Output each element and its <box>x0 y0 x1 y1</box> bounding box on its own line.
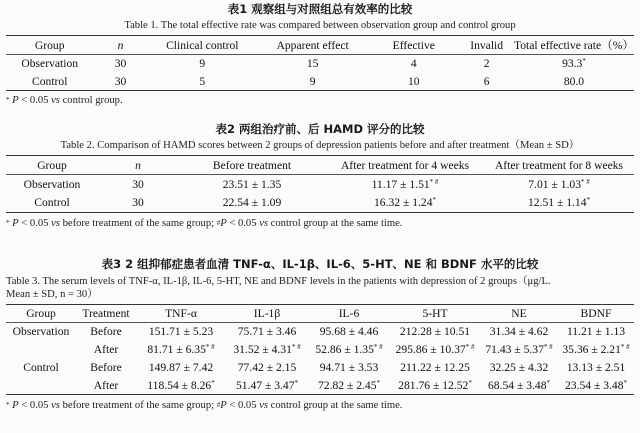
significance-mark: * # <box>543 343 553 351</box>
footnote-p: P <box>12 95 19 106</box>
table-row <box>6 359 634 377</box>
footnote-text: < 0.05 <box>226 218 260 229</box>
table1-col-n: n <box>117 38 124 52</box>
footnote-tail: before treatment of the same group; <box>59 400 217 411</box>
table3-value: 211.22 ± 12.25 <box>400 361 470 374</box>
table3-value: 94.71 ± 3.53 <box>319 361 379 374</box>
table3-cell-tnf <box>136 359 226 377</box>
table2-cn-title: 表2 两组治疗前、后 HAMD 评分的比较 <box>215 122 425 136</box>
footnote-text: < 0.05 <box>18 400 52 411</box>
table2-footnote <box>0 217 640 230</box>
footnote-symbol: * <box>6 401 10 409</box>
significance-mark: * # <box>291 343 301 351</box>
table3-cell-treatment: After <box>93 378 119 392</box>
table3-cell-il1b <box>226 377 308 395</box>
footnote-text: < 0.05 <box>18 95 52 106</box>
footnote-p: P <box>220 218 227 229</box>
table1-cell-total <box>514 73 634 91</box>
table1-section <box>0 3 640 107</box>
table3-header-row <box>6 305 634 323</box>
table1-col-apparent: Apparent effect <box>276 38 349 52</box>
footnote-p: P <box>220 400 227 411</box>
table3-value: 281.76 ± 12.52 <box>398 378 469 392</box>
table3-value: 32.25 ± 4.32 <box>489 361 549 374</box>
footnote-vs: vs <box>51 218 60 229</box>
table1-cell-effective: 4 <box>410 57 417 71</box>
table3 <box>6 304 634 395</box>
table3-cell-il1b <box>226 341 308 359</box>
footnote-p: P <box>12 400 19 411</box>
table3-value: 35.36 ± 2.21 <box>562 343 621 356</box>
table3-col-tnf: TNF-α <box>165 307 197 320</box>
footnote-symbol: * <box>6 219 10 227</box>
table1-cell-apparent: 15 <box>306 57 319 71</box>
footnote-vs: vs <box>51 400 60 411</box>
significance-mark: * <box>586 196 591 205</box>
table2-week8-value: 12.51 ± 1.14 <box>527 196 587 210</box>
table1 <box>6 35 634 91</box>
significance-mark: * # <box>581 177 590 186</box>
table2-col-group: Group <box>37 158 67 172</box>
table1-cell-n: 30 <box>114 57 127 71</box>
significance-mark: * # <box>373 343 383 351</box>
table1-cell-effective: 10 <box>408 74 420 88</box>
significance-mark: * # <box>620 343 630 351</box>
table3-col-il6: IL-6 <box>338 307 360 320</box>
table3-footnote <box>0 399 640 412</box>
table1-en-title: Table 1. The total effective rate was compared between observation group and control group <box>124 20 516 31</box>
table2-cell-n: 30 <box>132 196 144 210</box>
significance-mark: * # <box>429 177 439 186</box>
significance-mark: * <box>376 378 381 387</box>
significance-mark: * <box>211 378 215 387</box>
table3-value: 118.54 ± 8.26 <box>147 378 212 392</box>
table3-cell-bdnf <box>558 341 634 359</box>
table3-cell-ne <box>480 377 558 395</box>
table1-header-row <box>6 36 634 55</box>
significance-mark: * <box>468 378 472 387</box>
footnote-text: < 0.05 <box>226 400 260 411</box>
table1-cell-total <box>514 55 634 73</box>
table2-cell-before: 23.51 ± 1.35 <box>222 177 282 191</box>
table3-cell-ne <box>480 359 558 377</box>
table-row <box>6 377 634 395</box>
table2-week8-value: 7.01 ± 1.03 <box>528 177 581 191</box>
footnote-tail: control group. <box>59 95 123 106</box>
table3-cell-bdnf <box>558 359 634 377</box>
footnote-symbol: * <box>6 96 10 104</box>
table1-total-value: 80.0 <box>563 74 585 88</box>
table1-cn-title: 表1 观察组与对照组总有效率的比较 <box>227 2 413 16</box>
table3-value: 31.34 ± 4.62 <box>489 325 549 339</box>
table3-value: 31.52 ± 4.31 <box>233 343 292 356</box>
table3-en-title-line2: Mean ± SD, n = 30） <box>6 289 98 300</box>
table3-value: 13.13 ± 2.51 <box>566 361 626 374</box>
table2-cell-n: 30 <box>132 177 144 191</box>
table1-cell-invalid: 2 <box>483 57 490 71</box>
table2-cell-group: Observation <box>23 177 81 191</box>
footnote-p: P <box>12 218 19 229</box>
footnote-vs: vs <box>51 95 60 106</box>
table2-cell-week8 <box>484 175 634 194</box>
table1-cell-group: Observation <box>21 57 79 71</box>
table-row <box>6 194 634 213</box>
table3-value: 295.86 ± 10.37 <box>395 343 466 356</box>
footnote-vs: vs <box>259 218 269 229</box>
table3-cell-treatment: Before <box>90 325 122 339</box>
table1-cell-n: 30 <box>114 74 127 88</box>
table2-cell-before: 22.54 ± 1.09 <box>222 196 282 210</box>
significance-mark: * <box>546 378 551 387</box>
table3-value: 72.82 ± 2.45 <box>317 378 377 392</box>
table2-header-row <box>6 156 634 175</box>
significance-mark: * <box>432 196 437 205</box>
table3-cell-ne <box>480 341 558 359</box>
table3-cell-tnf <box>136 377 226 395</box>
table3-cell-il6 <box>308 377 390 395</box>
table3-value: 52.86 ± 1.35 <box>315 343 374 356</box>
table1-cell-group: Control <box>32 74 68 88</box>
table1-cell-clinical: 5 <box>199 74 206 88</box>
table3-value: 81.71 ± 6.35 <box>147 343 206 356</box>
table1-total-value: 93.3 <box>562 57 583 71</box>
table3-en-title-line1: Table 3. The serum levels of TNF-α, IL-1β, IL-6, 5-HT, NE and BDNF levels in the patients with depression of 2 groups（μg/L. <box>6 276 551 287</box>
table3-col-group: Group <box>26 307 56 320</box>
table1-col-effective: Effective <box>392 38 435 52</box>
table-row <box>6 175 634 194</box>
table3-cell-bdnf <box>558 323 634 341</box>
table-row <box>6 55 634 73</box>
table3-cell-il6 <box>308 323 390 341</box>
table3-cell-group: Observation <box>12 325 70 339</box>
table3-cell-il6 <box>308 341 390 359</box>
table2-col-week4: After treatment for 4 weeks <box>340 158 470 172</box>
significance-mark: * <box>294 378 299 387</box>
table-row <box>6 73 634 91</box>
footnote-symbol: # <box>216 401 221 409</box>
table2-week4-value: 11.17 ± 1.51 <box>371 177 430 191</box>
table3-value: 68.54 ± 3.48 <box>487 378 547 392</box>
significance-mark: * # <box>465 343 475 351</box>
table2-cell-week8 <box>484 194 634 213</box>
table3-col-il1b: IL-1β <box>253 307 281 320</box>
table3-cell-il1b <box>226 359 308 377</box>
table3-value: 51.47 ± 3.47 <box>235 378 295 392</box>
table3-col-ne: NE <box>511 307 527 320</box>
table3-value: 77.42 ± 2.15 <box>237 361 297 374</box>
table1-col-total: Total effective rate（%） <box>513 39 634 52</box>
table3-col-treatment: Treatment <box>82 307 130 320</box>
table3-value: 71.43 ± 5.37 <box>485 343 544 356</box>
table3-cell-treatment: Before <box>90 361 122 374</box>
table3-cell-5ht <box>390 359 480 377</box>
table2-week4-value: 16.32 ± 1.24 <box>373 196 433 210</box>
table3-cell-5ht <box>390 341 480 359</box>
table3-cell-il6 <box>308 359 390 377</box>
significance-mark: * <box>623 378 628 387</box>
table3-col-bdnf: BDNF <box>580 307 612 320</box>
table1-cell-invalid: 6 <box>483 74 490 88</box>
table2-cell-week4 <box>326 175 484 194</box>
table3-value: 212.28 ± 10.51 <box>399 325 471 339</box>
table3-value: 149.87 ± 7.42 <box>148 361 214 374</box>
table3-cell-treatment: After <box>93 343 119 356</box>
table2 <box>6 155 634 213</box>
significance-mark: * # <box>205 343 215 351</box>
table-row <box>6 323 634 341</box>
table2-en-title: Table 2. Comparison of HAMD scores between 2 groups of depression patients before and after treatment（Mean ± SD） <box>60 140 580 151</box>
table3-value: 75.71 ± 3.46 <box>237 325 297 339</box>
table1-col-invalid: Invalid <box>470 38 504 52</box>
footnote-symbol: # <box>216 219 221 227</box>
table1-cell-clinical: 9 <box>199 57 206 71</box>
table2-cell-group: Control <box>34 196 70 210</box>
table3-value: 11.21 ± 1.13 <box>566 325 626 339</box>
table3-cell-tnf <box>136 323 226 341</box>
table3-cell-bdnf <box>558 377 634 395</box>
table3-cell-group: Control <box>23 361 59 374</box>
footnote-tail: before treatment of the same group; <box>59 218 217 229</box>
footnote-tail: control group at the same time. <box>268 400 403 411</box>
table3-value: 23.54 ± 3.48 <box>564 378 624 392</box>
table1-col-clinical: Clinical control <box>166 38 239 52</box>
table3-value: 95.68 ± 4.46 <box>319 325 379 339</box>
table3-cn-title: 表3 2 组抑郁症患者血清 TNF-α、IL-1β、IL-6、5-HT、NE 和 BDNF 水平的比较 <box>101 257 539 271</box>
footnote-text: < 0.05 <box>18 218 52 229</box>
table2-col-before: Before treatment <box>212 158 292 172</box>
footnote-vs: vs <box>259 400 269 411</box>
table3-col-5ht: 5-HT <box>422 307 448 320</box>
table3-cell-group <box>6 341 76 359</box>
table3-value: 151.71 ± 5.23 <box>148 325 214 339</box>
table3-cell-5ht <box>390 323 480 341</box>
table1-col-group: Group <box>34 38 65 52</box>
table-row <box>6 341 634 359</box>
table2-col-week8: After treatment for 8 weeks <box>494 158 624 172</box>
table3-cell-il1b <box>226 323 308 341</box>
table3-cell-group <box>6 377 76 395</box>
table2-cell-week4 <box>326 194 484 213</box>
table3-cell-5ht <box>390 377 480 395</box>
table1-cell-apparent: 9 <box>309 74 316 88</box>
table3-section <box>0 258 640 412</box>
table3-cell-ne <box>480 323 558 341</box>
table3-cell-tnf <box>136 341 226 359</box>
table2-section <box>0 123 640 230</box>
footnote-tail: control group at the same time. <box>268 218 403 229</box>
significance-mark: * <box>582 57 586 66</box>
table2-col-n: n <box>135 158 141 172</box>
table1-footnote <box>0 94 640 107</box>
